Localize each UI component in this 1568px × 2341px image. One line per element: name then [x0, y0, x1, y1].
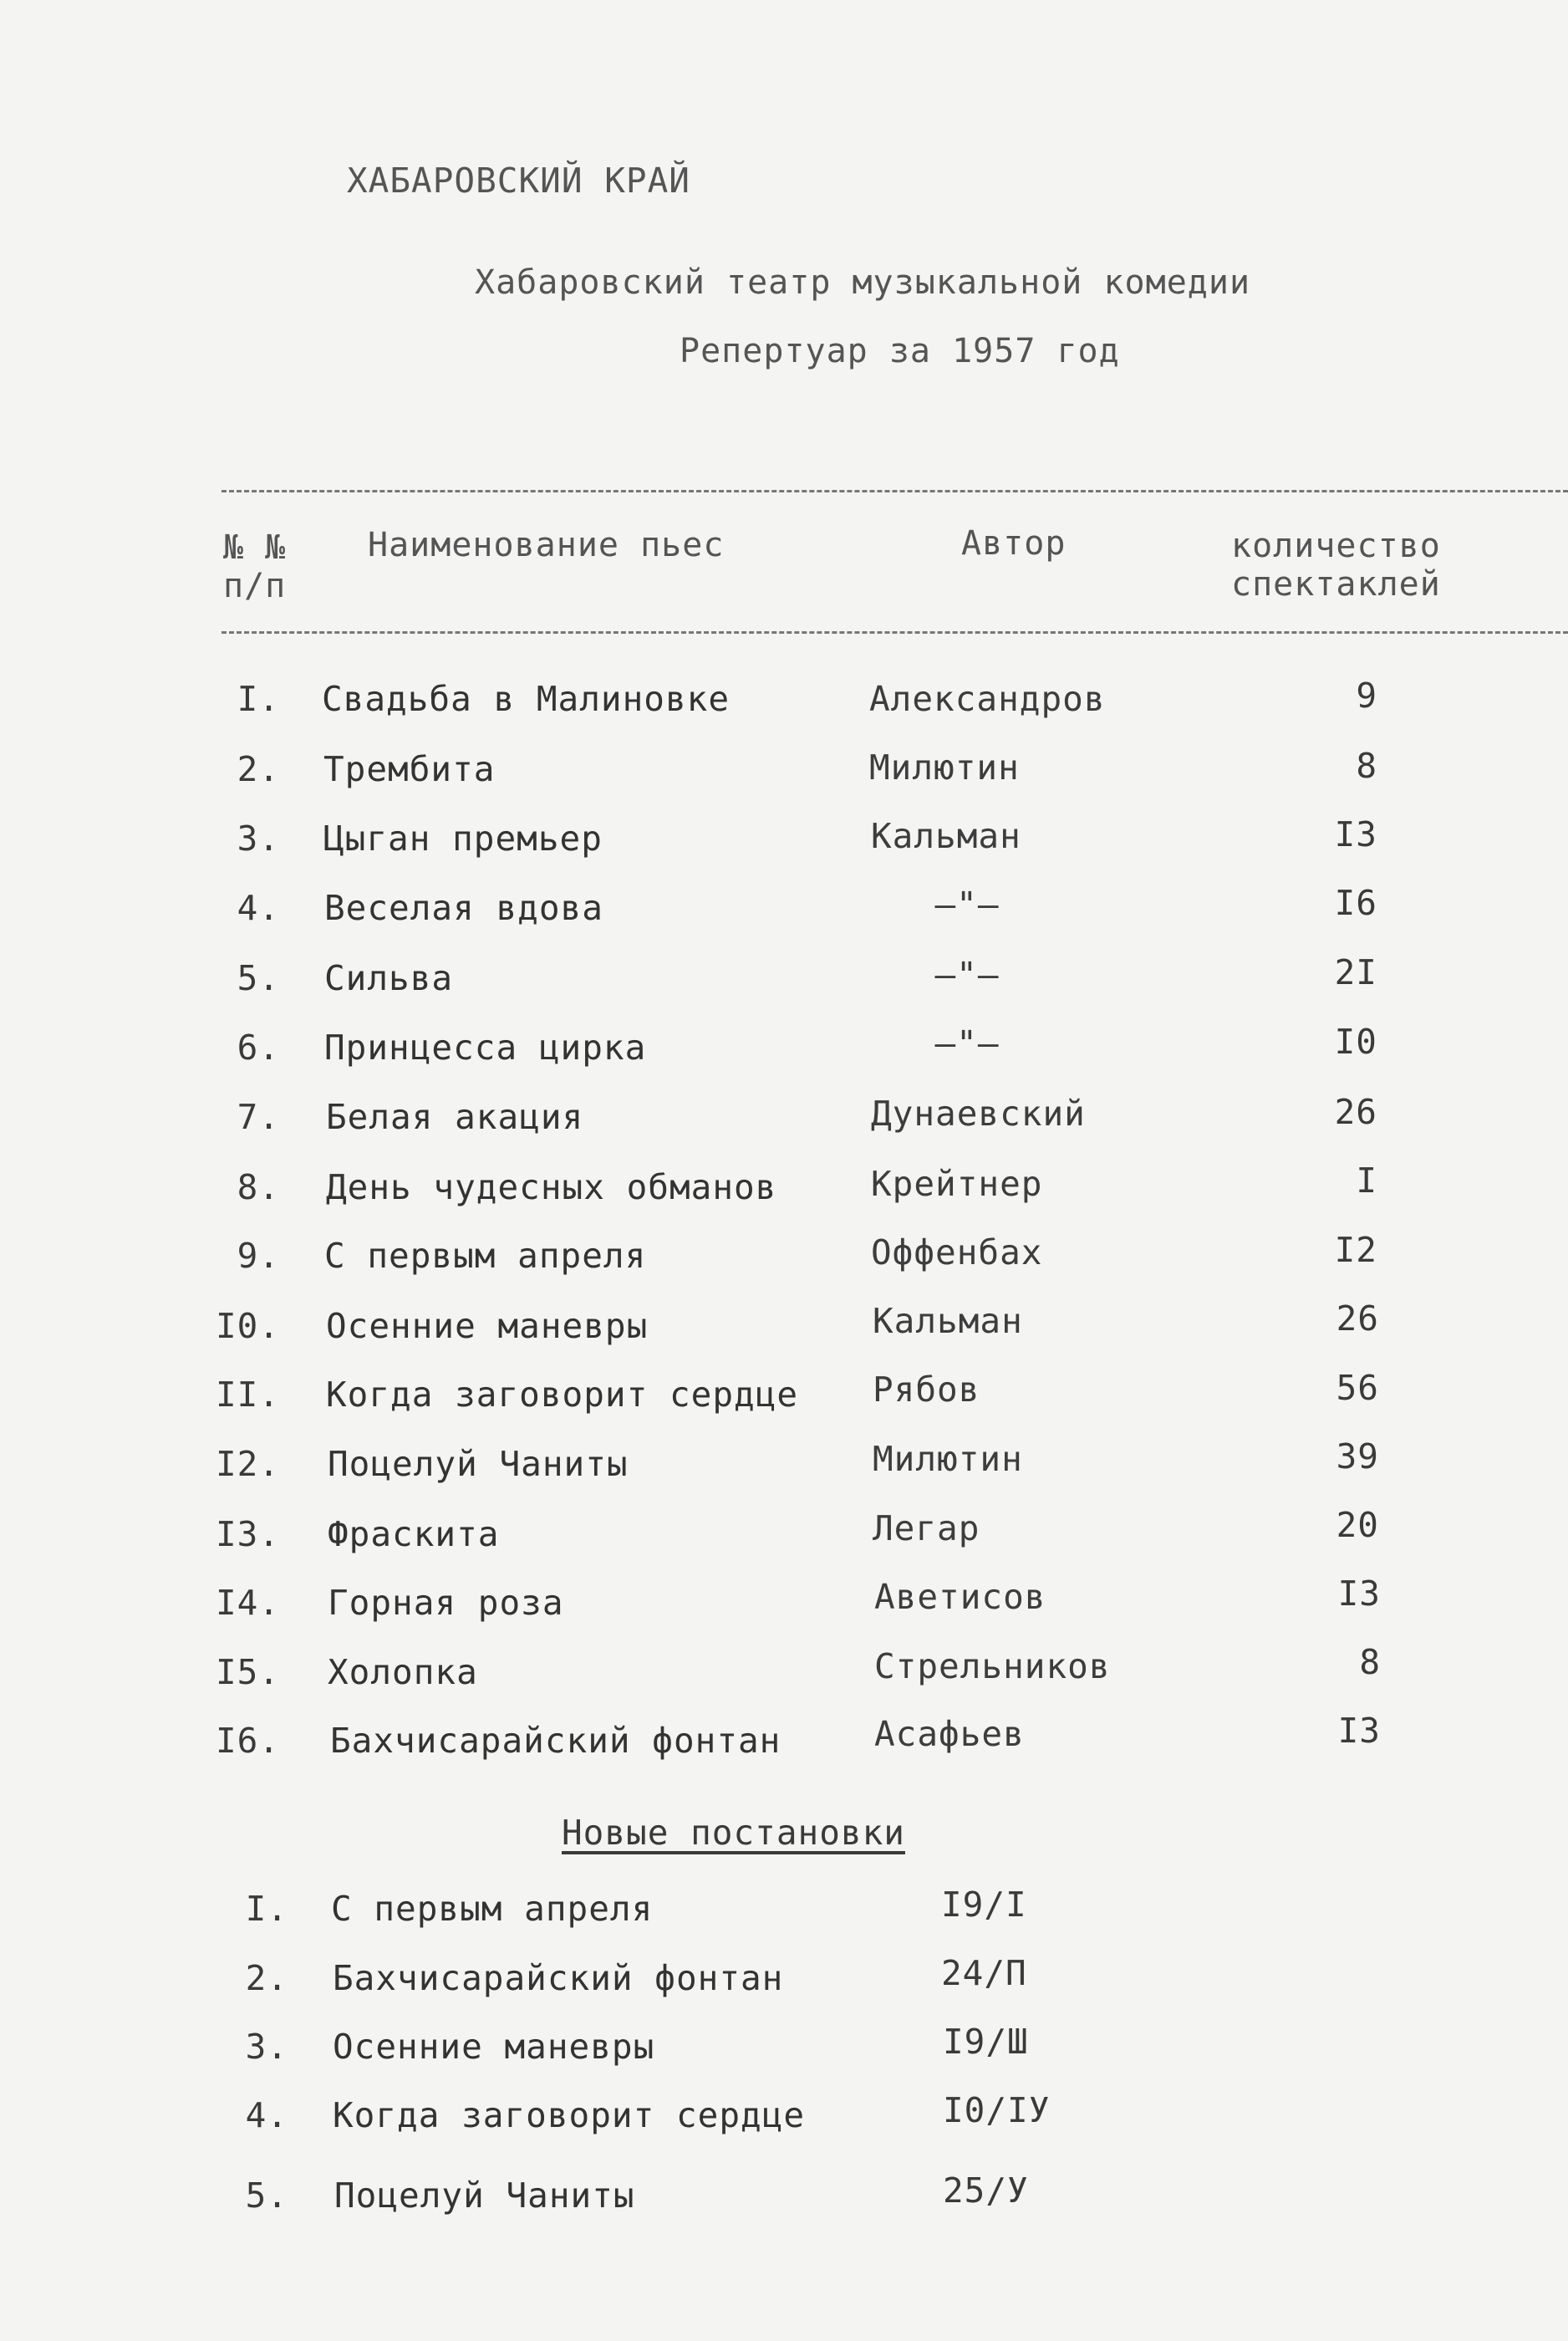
performance-count: 9: [1356, 676, 1377, 716]
performance-count: 39: [1336, 1436, 1379, 1477]
play-author: Легар: [873, 1508, 980, 1548]
premiere-date: I9/I: [941, 1885, 1027, 1925]
premiere-date: I0/IУ: [943, 2090, 1051, 2130]
row-number: I5.: [215, 1652, 280, 1692]
theatre-name: Хабаровский театр музыкальной комедии: [475, 263, 1251, 302]
region-heading: ХАБАРОВСКИЙ КРАЙ: [347, 161, 690, 201]
play-author-ditto: –"–: [934, 955, 1000, 995]
play-title: Трембита: [323, 749, 496, 789]
production-title: Осенние маневры: [333, 2027, 655, 2067]
performance-count: 26: [1334, 1092, 1377, 1132]
play-author: Оффенбах: [871, 1232, 1043, 1273]
production-title: Поцелуй Чаниты: [334, 2175, 635, 2216]
play-title: Холопка: [328, 1652, 478, 1692]
row-number: 6.: [237, 1028, 280, 1068]
play-author-ditto: –"–: [934, 885, 1000, 925]
performance-count: 8: [1356, 746, 1377, 786]
premiere-date: 24/П: [941, 1953, 1027, 1993]
row-number: 8.: [237, 1167, 280, 1207]
play-author: Рябов: [873, 1369, 980, 1410]
performance-count: 26: [1336, 1298, 1379, 1339]
item-number: 5.: [245, 2175, 288, 2216]
row-number: I3.: [215, 1514, 280, 1554]
play-title: Цыган премьер: [323, 819, 603, 859]
performance-count: I2: [1334, 1230, 1377, 1270]
row-number: 3.: [237, 819, 280, 859]
play-author: Дунаевский: [871, 1094, 1086, 1134]
production-title: Когда заговорит сердце: [333, 2095, 806, 2135]
play-title: Когда заговорит сердце: [326, 1375, 799, 1415]
play-author: Крейтнер: [871, 1164, 1043, 1204]
row-number: 5.: [237, 958, 280, 998]
play-title: Свадьба в Малиновке: [322, 679, 730, 719]
play-title: Сильва: [324, 958, 454, 998]
item-number: 2.: [245, 1958, 288, 1998]
play-author-ditto: –"–: [934, 1023, 1000, 1063]
performance-count: I: [1356, 1160, 1377, 1201]
performance-count: 56: [1336, 1368, 1379, 1408]
performance-count: I3: [1334, 814, 1377, 854]
row-number: 2.: [237, 749, 280, 789]
play-title: День чудесных обманов: [326, 1167, 777, 1207]
play-title: Белая акация: [326, 1097, 584, 1137]
premiere-date: 25/У: [943, 2170, 1029, 2211]
row-number: I4.: [215, 1583, 280, 1623]
row-number: II.: [215, 1375, 280, 1415]
performance-count: 2I: [1334, 952, 1377, 992]
play-title: Веселая вдова: [324, 888, 603, 928]
play-author: Милютин: [873, 1439, 1023, 1479]
row-number: I.: [237, 679, 280, 719]
row-number: 7.: [237, 1097, 280, 1137]
header-author: Автор: [961, 524, 1067, 563]
repertoire-title: Репертуар за 1957 год: [680, 332, 1120, 370]
performance-count: 20: [1336, 1505, 1379, 1545]
item-number: I.: [245, 1889, 288, 1929]
play-title: Принцесса цирка: [324, 1028, 647, 1068]
play-author: Кальман: [871, 816, 1021, 856]
performance-count: I3: [1337, 1573, 1381, 1614]
table-header-rule: [221, 631, 1568, 634]
header-count: количество спектаклей: [1231, 527, 1441, 604]
play-author: Стрельников: [874, 1646, 1111, 1686]
play-title: Фраскита: [328, 1514, 500, 1554]
performance-count: I0: [1334, 1022, 1377, 1062]
play-author: Аветисов: [874, 1577, 1046, 1617]
production-title: С первым апреля: [331, 1889, 654, 1929]
premiere-date: I9/Ш: [943, 2022, 1029, 2062]
performance-count: 8: [1359, 1642, 1381, 1682]
performance-count: I3: [1337, 1711, 1381, 1751]
header-number: № № п/п: [223, 528, 287, 605]
play-title: Поцелуй Чаниты: [328, 1444, 629, 1484]
row-number: I0.: [215, 1306, 280, 1346]
play-title: С первым апреля: [324, 1236, 647, 1276]
row-number: I6.: [215, 1721, 280, 1761]
row-number: I2.: [215, 1444, 280, 1484]
play-author: Асафьев: [874, 1714, 1025, 1754]
header-title: Наименование пьес: [368, 526, 725, 564]
play-author: Милютин: [869, 747, 1020, 788]
play-author: Александров: [869, 679, 1106, 719]
new-productions-title: Новые постановки: [562, 1813, 905, 1853]
item-number: 4.: [245, 2095, 288, 2135]
play-title: Осенние маневры: [326, 1306, 649, 1346]
play-title: Бахчисарайский фонтан: [330, 1721, 781, 1761]
row-number: 9.: [237, 1236, 280, 1276]
performance-count: I6: [1334, 883, 1377, 923]
table-top-rule: [221, 490, 1568, 492]
row-number: 4.: [237, 888, 280, 928]
play-title: Горная роза: [328, 1583, 564, 1623]
production-title: Бахчисарайский фонтан: [333, 1958, 784, 1998]
play-author: Кальман: [873, 1301, 1023, 1341]
item-number: 3.: [245, 2027, 288, 2067]
